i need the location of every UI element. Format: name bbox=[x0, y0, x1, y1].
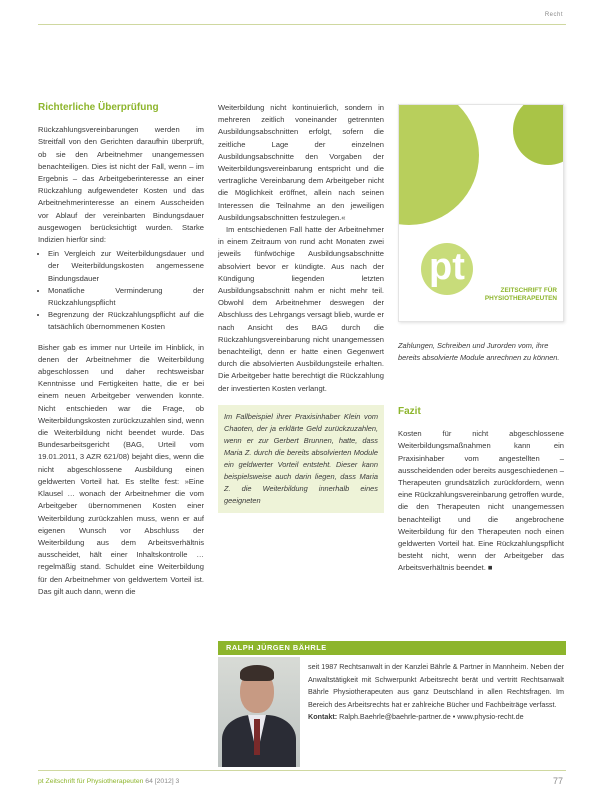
bio-text: seit 1987 Rechtsanwalt in der Kanzlei Bährle & Partner in Mannheim. Neben der Anwaltstätigkeit mit Schwerpunkt Arbeitsrecht berät und vertritt Rechtsanwalt Bährle Physiotherapeuten aus ganz Deutschland in allen Rechtsfragen. Im Bereich des Arbeitsrechts hat er zahlreiche Bücher und Fachbeiträge verfasst. bbox=[308, 662, 564, 709]
section-heading-review: Richterliche Überprüfung bbox=[38, 102, 159, 113]
decorative-circle bbox=[398, 104, 479, 225]
top-divider bbox=[38, 24, 566, 25]
ad-caption: Zahlungen, Schreiben und Jurorden vom, ihre bereits absolvierte Module anrechnen zu können. bbox=[398, 341, 560, 362]
bullet-list bbox=[38, 248, 204, 333]
paragraph: Bisher gab es immer nur Urteile im Hinblick, in denen der Arbeitnehmer die Weiterbildung abgeschlossen und daher rechtsweisbar Kenntnisse und Fertigkeiten hatte, die er bei einem neuen Arbeitgeber verwenden konnte. Nicht entschieden war die Frage, ob Weiterbildungskosten zurückzuzahlen sind, wenn die Weiterbildung nicht beendet wurde. Das Bundesarbeitsgericht (BAG, Urteil vom 19.01.2011, 3 AZR 621/08) bejaht dies, wenn die nicht abgeschlossene Ausbildung einen geldwerten Vorteil hat. Es stellte fest: »Eine Klausel … wonach der Arbeitnehmer die vom Arbeitgeber übernommenen Kosten einer Weiterbildung zurückzahlen muss, wenn er auf eigenen Wunsch vor Abschluss der Weiterbildung aus dem Arbeitsverhältnis ausscheidet, hält einer Inhaltskontrolle … regelmäßig stand. Schuldet eine Weiterbildung für den Arbeitnehmer von geldwertem Vorteil ist. Das gilt auch dann, wenn die bbox=[38, 342, 204, 596]
page-number: 77 bbox=[552, 776, 563, 786]
paragraph: Kosten für nicht abgeschlossene Weiterbildungsmaßnahmen kann ein Praxisinhaber vom angestellten – ausscheidenden oder bereits ausgeschiedenen – Therapeuten grundsätzlich zurückfordern, wenn eine Rückzahlungsvereinbarung getroffen wurde, die den Therapeuten nicht unangemessen benachteiligt und die angebrochene Weiterbildung für den Therapeuten noch einen geldwerten Vorteil hat. Eine Rückzahlungspflicht besteht nicht, wenn der Arbeitgeber das Arbeitsverhältnis beendet. ■ bbox=[398, 429, 564, 573]
contact-label: Kontakt: bbox=[308, 712, 338, 722]
decorative-circle bbox=[513, 104, 564, 165]
bullet-item: • Begrenzung der Rückzahlungspflicht auf die tatsächlich übernommenen Kosten bbox=[48, 309, 204, 333]
column-middle bbox=[218, 102, 384, 513]
paragraph: Rückzahlungsvereinbarungen werden im Streitfall von den Gerichten daraufhin überprüft, ob sie den Arbeitnehmer unangemessen benachteiligen. Dies ist nicht der Fall, wenn – im Ergebnis – das Arbeitgeberinteresse an einer Rückzahlung aufgewendeter Kosten und das Arbeitnehmerinteresse an einem Ausscheiden vor Ablauf der vereinbarten Bindungsdauer ausgewogen berücksichtigt wurden. Starke Indizien hierfür sind: bbox=[38, 125, 204, 245]
paragraph: Weiterbildung nicht kontinuierlich, sondern in mehreren zeitlich voneinander getrennten Ausbildungsabschnitten erfolgt, sofern die zeitliche Lage der einzelnen Ausbildungsabschnitte den Vorgaben der Weiterbildungsvereinbarung entspricht und die vertragliche Vereinbarung dem Arbeitgeber nicht die Möglichkeit eröffnet, allein nach seinen Interessen die Teilnahme an den jeweiligen Ausbildungsabschnitten festzulegen.« bbox=[218, 103, 384, 222]
author-name-bar: RALPH JÜRGEN BÄHRLE bbox=[218, 641, 566, 655]
column-left bbox=[38, 102, 204, 598]
bullet-item: • Ein Vergleich zur Weiterbildungsdauer und der Weiterbildungskosten angemessene Bindungsdauer bbox=[48, 248, 204, 285]
column-right bbox=[398, 406, 564, 575]
photo-hair-shape bbox=[240, 665, 274, 681]
paragraph: Im entschiedenen Fall hatte der Arbeitnehmer in einem Zeitraum von rund acht Monaten zwei jeweils fünfwöchige Ausbildungsabschnitte absolviert bevor er kündigte. Aus nach der Kündigung liegenden letzten Ausbildungsabschnitt nahm er nicht mehr teil. Obwohl dem Arbeitnehmer deswegen der Abschluss des Lehrgangs versagt blieb, wurde er nach Ansicht des BAG durch die Rückzahlungsvereinbarung nicht unangemessen benachteiligt, denn er hatte einen Gegenwert durch die absolvierten Ausbildungsteile erhalten. Die Arbeitgeber hatte berechtigt die Rückzahlung der investierten Kosten verlangt. bbox=[218, 225, 384, 393]
contact-info: Ralph.Baehrle@baehrle-partner.de • www.physio-recht.de bbox=[339, 712, 524, 722]
bullet-item: • Monatliche Verminderung der Rückzahlungspflicht bbox=[48, 285, 204, 309]
footer-issue: 64 [2012] 3 bbox=[145, 778, 180, 785]
example-box: Im Fallbeispiel ihrer Praxisinhaber Klein vom Chaoten, der ja erklärte Geld zurückzuzahlen, wenn er zur Gerbert Brunnen, hatte, dass Maria Z. durch die bereits absolvierten Module ein geldwerter Vorteil entsteht. Dieser kann beispielsweise auch darin liegen, dass Maria Z. die Weiterbildung innerhalb eines geeigneten bbox=[218, 405, 384, 513]
photo-tie-shape bbox=[254, 719, 260, 755]
section-label: Recht bbox=[544, 12, 563, 18]
author-bio bbox=[308, 661, 564, 724]
footer-magazine: pt Zeitschrift für Physiotherapeuten bbox=[38, 778, 144, 785]
footer-citation bbox=[38, 778, 179, 785]
author-photo bbox=[218, 657, 300, 767]
bottom-divider bbox=[38, 770, 566, 771]
magazine-ad bbox=[398, 104, 564, 322]
pt-logo: pt bbox=[429, 246, 465, 288]
section-heading-conclusion: Fazit bbox=[398, 406, 421, 417]
ad-tagline: ZEITSCHRIFT FÜR PHYSIOTHERAPEUTEN bbox=[484, 287, 557, 302]
